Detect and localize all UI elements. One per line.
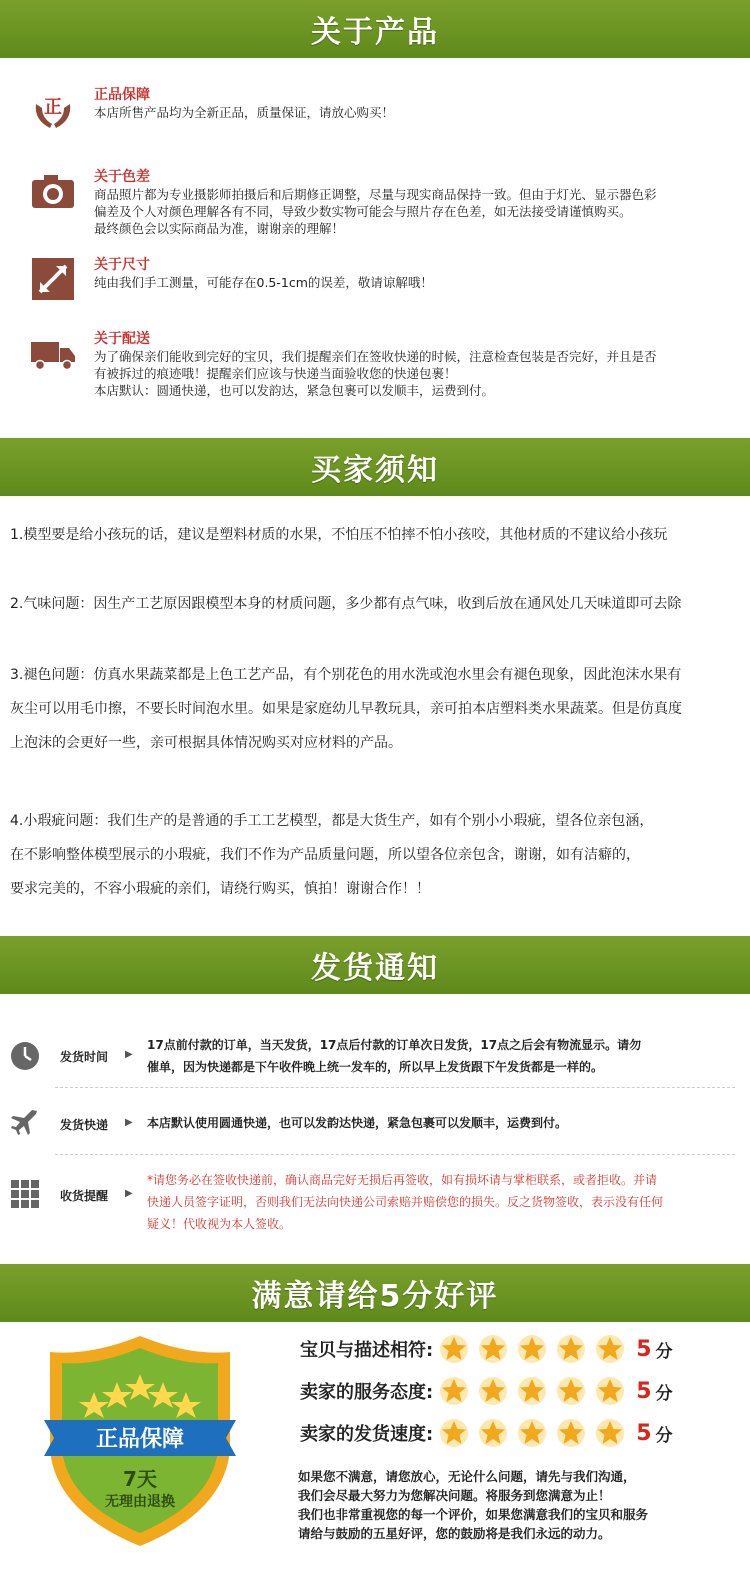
rating-service — [300, 1376, 673, 1406]
grid-icon — [10, 1179, 40, 1209]
notice-line: 要求完美的，不容小瑕疵的亲们，请绕行购买，慎拍！谢谢合作！！ — [10, 881, 430, 897]
notice-line: 在不影响整体模型展示的小瑕疵，我们不作为产品质量问题，所以望各位亲包含，谢谢，如有洁癖的， — [10, 847, 640, 863]
rating-score: 5 — [636, 1336, 652, 1362]
about-item-line: 本店所售产品均为全新正品，质量保证，请放心购买！ — [94, 105, 395, 120]
shipping-row-text — [147, 1169, 730, 1235]
about-item-title: 关于配送 — [94, 331, 150, 347]
about-item-title: 正品保障 — [94, 87, 150, 103]
shipping-line: 快递人员签字证明，否则我们无法向快递公司索赔并赔偿您的损失。反之货物签收，表示没有任何 — [147, 1195, 664, 1209]
badge-label: 正品保障 — [95, 1427, 185, 1452]
about-item-line: 有被拆过的痕迹哦！提醒亲们应该与快递当面验收您的快递包裹！ — [94, 366, 457, 381]
closing-line: 我们会尽最大努力为您解决问题。将服务到您满意为止！ — [298, 1488, 611, 1503]
notice-item — [10, 518, 740, 552]
badge-days: 7天 — [123, 1467, 157, 1491]
about-item-line: 最终颜色会以实际商品为准，谢谢亲的理解！ — [94, 221, 345, 236]
notice-item — [10, 587, 740, 621]
zheng-glyph: 正 — [44, 97, 62, 118]
about-item-size — [30, 256, 730, 291]
rating-description — [300, 1334, 673, 1364]
notice-line: 上泡沫的会更好一些，亲可根据具体情况购买对应材料的产品。 — [10, 735, 402, 751]
clock-icon — [10, 1041, 40, 1071]
closing-message — [298, 1467, 740, 1543]
chevron-right-icon: ▶ — [125, 1049, 133, 1060]
notice-line: 4.小瑕疵问题：我们生产的是普通的手工工艺模型，都是大货生产，如有个别小小瑕疵，望各位亲包涵， — [10, 813, 654, 829]
rating-unit: 分 — [655, 1425, 673, 1446]
shipping-line: *请您务必在签收快递前，确认商品完好无损后再签收，如有损坏请与掌柜联系，或者拒收。并请 — [147, 1173, 658, 1187]
airplane-icon — [10, 1107, 40, 1137]
shipping-header: 发货通知 — [0, 936, 750, 994]
star-icon — [556, 1376, 586, 1406]
camera-icon — [30, 168, 76, 214]
shipping-section — [0, 994, 750, 1264]
rating-stars — [439, 1334, 634, 1364]
rating-stars — [439, 1418, 634, 1448]
star-icon — [595, 1334, 625, 1364]
shipping-row-label: 发货时间 — [60, 1050, 109, 1064]
badge-policy: 无理由退换 — [105, 1494, 175, 1510]
star-icon — [517, 1418, 547, 1448]
star-icon — [439, 1418, 469, 1448]
closing-line: 请给与鼓励的五星好评，您的鼓励将是我们永远的动力。 — [298, 1526, 611, 1541]
shipping-row-text — [147, 1112, 730, 1134]
about-item-line: 纯由我们手工测量，可能存在0.5-1cm的误差，敬请谅解哦！ — [94, 275, 433, 290]
about-item-title: 关于色差 — [94, 169, 150, 185]
divider — [55, 1154, 735, 1155]
rating-score: 5 — [636, 1378, 652, 1404]
about-item-line: 商品照片都为专业摄影师拍摄后和后期修正调整，尽量与现实商品保持一致。但由于灯光、显示器色彩 — [94, 187, 657, 202]
shipping-line: 疑义！代收视为本人签收。 — [147, 1217, 292, 1231]
notice-line: 灰尘可以用毛巾擦，不要长时间泡水里。如果是家庭幼儿早教玩具，亲可拍本店塑料类水果蔬菜。但是仿真度 — [10, 701, 682, 717]
star-icon — [439, 1334, 469, 1364]
star-icon — [517, 1334, 547, 1364]
shipping-line: 17点前付款的订单，当天发货，17点后付款的订单次日发货，17点之后会有物流显示。请勿 — [147, 1038, 642, 1052]
rating-label: 卖家的发货速度: — [300, 1424, 434, 1445]
about-item-delivery — [30, 330, 730, 399]
closing-line: 如果您不满意，请您放心，无论什么问题，请先与我们沟通， — [298, 1469, 636, 1484]
shipping-row-label: 发货快递 — [60, 1118, 109, 1132]
about-item-line: 为了确保亲们能收到完好的宝贝，我们提醒亲们在签收快递的时候，注意检查包装是否完好，并且是否 — [94, 349, 657, 364]
closing-line: 我们也非常重视您的每一个评价，如果您满意我们的宝贝和服务 — [298, 1507, 649, 1522]
star-icon — [556, 1334, 586, 1364]
notice-header: 买家须知 — [0, 438, 750, 496]
star-icon — [595, 1376, 625, 1406]
star-icon — [595, 1418, 625, 1448]
rating-label: 宝贝与描述相符: — [300, 1340, 434, 1361]
star-icon — [478, 1334, 508, 1364]
shipping-line: 催单，因为快递都是下午收件晚上统一发车的，所以早上发货跟下午发货都是一样的。 — [147, 1060, 604, 1074]
star-icon — [478, 1418, 508, 1448]
about-item-line: 本店默认：圆通快递，也可以发韵达，紧急包裹可以发顺丰，运费到付。 — [94, 383, 495, 398]
about-section — [0, 58, 750, 438]
rating-score: 5 — [636, 1420, 652, 1446]
notice-line: 2.气味问题：因生产工艺原因跟模型本身的材质问题，多少都有点气味，收到后放在通风处几天味道即可去除 — [10, 596, 682, 612]
shipping-row-text — [147, 1034, 730, 1078]
star-icon — [439, 1376, 469, 1406]
notice-line: 3.褪色问题：仿真水果蔬菜都是上色工艺产品，有个别花色的用水洗或泡水里会有褪色现象，因此泡沫水果有 — [10, 667, 682, 683]
rating-shipping-speed — [300, 1418, 673, 1448]
notice-section — [0, 496, 750, 936]
about-item-title: 关于尺寸 — [94, 257, 150, 273]
star-icon — [517, 1376, 547, 1406]
notice-item — [10, 804, 740, 906]
shipping-line: 本店默认使用圆通快递，也可以发韵达快递，紧急包裹可以发顺丰，运费到付。 — [147, 1116, 568, 1130]
rating-unit: 分 — [655, 1383, 673, 1404]
resize-icon — [30, 256, 76, 302]
chevron-right-icon: ▶ — [125, 1188, 133, 1199]
truck-icon — [30, 330, 76, 376]
chevron-right-icon: ▶ — [125, 1117, 133, 1128]
star-icon — [556, 1418, 586, 1448]
star-icon — [478, 1376, 508, 1406]
rating-stars — [439, 1376, 634, 1406]
rating-label: 卖家的服务态度: — [300, 1382, 434, 1403]
notice-line: 1.模型要是给小孩玩的话，建议是塑料材质的水果，不怕压不怕摔不怕小孩咬，其他材质的不建议给小孩玩 — [10, 527, 668, 543]
review-section — [0, 1322, 750, 1562]
about-item-color — [30, 168, 730, 237]
shipping-row-label: 收货提醒 — [60, 1189, 109, 1203]
notice-item — [10, 658, 740, 760]
about-item-line: 偏差及个人对颜色理解各有不同，导致少数实物可能会与照片存在色差，如无法接受请谨慎购买。 — [94, 204, 632, 219]
about-header: 关于产品 — [0, 0, 750, 58]
divider — [55, 1087, 735, 1088]
hands-zheng-icon — [30, 86, 76, 132]
guarantee-shield-badge — [40, 1330, 240, 1552]
review-header: 满意请给5分好评 — [0, 1264, 750, 1322]
rating-unit: 分 — [655, 1341, 673, 1362]
about-item-genuine — [30, 86, 730, 121]
